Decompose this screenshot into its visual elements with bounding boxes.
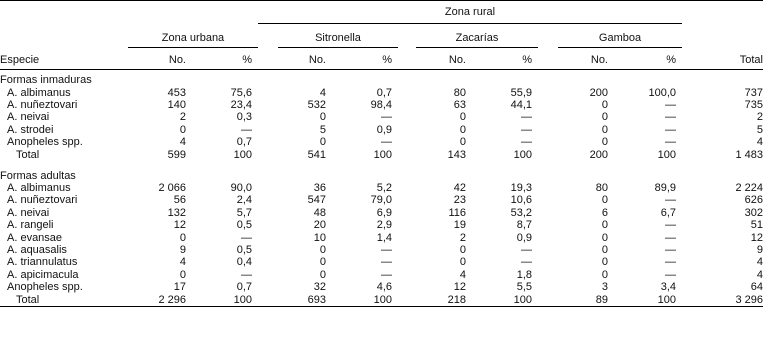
cell-si-no: 693 [278, 294, 326, 307]
cell-za-no: 80 [453, 86, 466, 99]
cell-si-no: 5 [319, 123, 326, 136]
cell-total: 737 [744, 86, 763, 99]
cell-si-pct: — [381, 243, 392, 256]
cell-zu-pct: 100 [233, 148, 252, 161]
cell-si-pct: 79,0 [370, 194, 392, 207]
species-name: A. aquasalis [7, 243, 67, 256]
cell-zu-no: 0 [179, 268, 186, 281]
zona-urbana-header: Zona urbana [128, 24, 258, 48]
cell-si-no: 32 [313, 281, 326, 294]
cell-ga-pct: — [665, 194, 676, 207]
cell-total: 4 [756, 256, 763, 269]
cell-si-pct: 100 [326, 294, 398, 307]
cell-si-pct: — [381, 256, 392, 269]
cell-za-no: 143 [447, 148, 466, 161]
cell-ga-pct: — [665, 123, 676, 136]
cell-za-pct: 1,8 [516, 268, 532, 281]
cell-ga-no: 200 [589, 148, 608, 161]
species-name: A. evansae [7, 231, 63, 244]
ga-no-header: No. [558, 48, 608, 70]
table-row [0, 99, 763, 111]
cell-za-no: 12 [453, 281, 466, 294]
table-row [0, 281, 763, 293]
cell-si-no: 0 [319, 111, 326, 124]
table-row [0, 87, 763, 99]
cell-si-pct: 4,6 [376, 281, 392, 294]
ga-pct-header: % [608, 48, 682, 70]
cell-total: 12 [750, 231, 763, 244]
cell-total: 64 [750, 281, 763, 294]
table-row [0, 219, 763, 231]
species-name: A. triannulatus [7, 256, 78, 269]
cell-zu-pct: 0,4 [236, 256, 252, 269]
gamboa-header: Gamboa [558, 24, 682, 48]
cell-total: 1 483 [735, 148, 763, 161]
cell-za-no: 0 [459, 136, 466, 149]
cell-ga-no: 89 [558, 294, 608, 307]
cell-si-no: 0 [319, 243, 326, 256]
cell-za-no: 116 [448, 206, 466, 219]
cell-zu-pct: 0,5 [236, 243, 252, 256]
species-name: A. neivai [7, 206, 50, 219]
cell-si-no: 0 [319, 268, 326, 281]
cell-ga-pct: — [665, 243, 676, 256]
cell-zu-pct: 5,7 [236, 206, 252, 219]
cell-za-pct: 5,5 [516, 281, 532, 294]
cell-total: 51 [750, 219, 763, 232]
cell-za-no: 63 [453, 98, 466, 111]
species-name: A. nuñeztovari [7, 98, 78, 111]
cell-zu-pct: 100 [186, 294, 258, 307]
cell-zu-pct: 0,7 [236, 136, 252, 149]
table-row [0, 269, 763, 281]
header-row-3 [0, 48, 763, 70]
cell-ga-no: 3 [601, 281, 608, 294]
cell-za-no: 0 [459, 111, 466, 124]
cell-ga-no: 0 [601, 256, 608, 269]
species-name: A. rangeli [7, 219, 54, 232]
cell-ga-pct: — [665, 98, 676, 111]
header-row-1 [0, 1, 763, 24]
species-name: A. albimanus [7, 181, 71, 194]
cell-zu-no: 2 066 [158, 181, 186, 194]
section-title: Formas inmaduras [0, 74, 92, 87]
cell-zu-pct: 23,4 [230, 98, 252, 111]
cell-total: 626 [744, 194, 763, 207]
species-name: A. nuñeztovari [7, 194, 78, 207]
cell-za-no: 218 [416, 294, 466, 307]
cell-zu-no: 132 [167, 206, 186, 219]
cell-za-no: 0 [459, 243, 466, 256]
cell-za-no: 19 [453, 219, 466, 232]
cell-si-pct: 5,2 [376, 181, 392, 194]
cell-zu-no: 9 [179, 243, 186, 256]
cell-za-pct: 8,7 [516, 219, 532, 232]
cell-si-no: 20 [313, 219, 326, 232]
cell-si-no: 10 [313, 231, 326, 244]
total-label: Total [0, 294, 128, 307]
cell-ga-no: 0 [601, 98, 608, 111]
cell-zu-no: 2 296 [128, 294, 186, 307]
cell-za-pct: 55,9 [510, 86, 532, 99]
table-row [0, 194, 763, 206]
cell-ga-pct: 89,9 [654, 181, 676, 194]
cell-si-no: 36 [313, 181, 326, 194]
cell-si-pct: 100 [373, 148, 392, 161]
cell-zu-no: 4 [179, 256, 186, 269]
cell-zu-no: 140 [167, 98, 186, 111]
cell-ga-pct: 100,0 [648, 86, 676, 99]
total-row [0, 149, 763, 161]
cell-za-pct: 10,6 [510, 194, 532, 207]
cell-total: 9 [756, 243, 763, 256]
cell-za-pct: 100 [513, 148, 532, 161]
cell-si-no: 547 [307, 194, 326, 207]
species-name: A. albimanus [7, 86, 71, 99]
cell-ga-no: 0 [601, 136, 608, 149]
cell-zu-no: 2 [179, 111, 186, 124]
cell-total: 2 224 [735, 181, 763, 194]
cell-zu-pct: 0,3 [236, 111, 252, 124]
cell-ga-pct: 100 [608, 294, 682, 307]
cell-si-pct: 1,4 [376, 231, 392, 244]
zona-rural-header: Zona rural [258, 1, 682, 24]
cell-ga-pct: — [665, 136, 676, 149]
cell-za-no: 2 [459, 231, 466, 244]
total-label: Total [16, 148, 40, 161]
total-row [0, 294, 763, 307]
cell-zu-no: 17 [173, 281, 186, 294]
cell-zu-no: 0 [179, 123, 186, 136]
cell-total: 302 [744, 206, 763, 219]
cell-za-pct: — [521, 123, 532, 136]
cell-ga-no: 200 [589, 86, 608, 99]
cell-ga-no: 0 [601, 123, 608, 136]
cell-zu-pct: — [241, 123, 252, 136]
cell-si-pct: — [381, 111, 392, 124]
si-no-header: No. [278, 48, 326, 70]
cell-zu-no: 12 [173, 219, 186, 232]
cell-zu-no: 4 [179, 136, 186, 149]
table-row [0, 182, 763, 194]
cell-total: 5 [756, 123, 763, 136]
total-header: Total [682, 48, 763, 70]
cell-zu-pct: 75,6 [230, 86, 252, 99]
cell-ga-pct: 100 [657, 148, 676, 161]
cell-za-no: 4 [459, 268, 466, 281]
cell-si-pct: 98,4 [370, 98, 392, 111]
cell-ga-pct: — [665, 219, 676, 232]
table-row [0, 124, 763, 136]
section-title: Formas adultas [0, 169, 76, 182]
especie-header: Especie [0, 48, 128, 70]
cell-si-no: 0 [319, 136, 326, 149]
cell-za-pct: — [521, 111, 532, 124]
cell-ga-pct: — [665, 268, 676, 281]
cell-zu-pct: 0,7 [236, 281, 252, 294]
cell-total: 4 [756, 268, 763, 281]
sitronella-header: Sitronella [278, 24, 398, 48]
section-title-row [0, 161, 763, 182]
cell-za-no: 42 [453, 181, 466, 194]
cell-za-pct: 44,1 [510, 98, 532, 111]
table-row [0, 232, 763, 244]
table-row [0, 207, 763, 219]
cell-zu-no: 453 [167, 86, 186, 99]
cell-za-pct: 0,9 [516, 231, 532, 244]
cell-za-no: 23 [453, 194, 466, 207]
cell-ga-pct: — [665, 231, 676, 244]
species-name: A. strodei [7, 123, 54, 136]
zu-no-header: No. [128, 48, 186, 70]
table-row [0, 136, 763, 148]
zu-pct-header: % [186, 48, 258, 70]
cell-za-pct: 19,3 [510, 181, 532, 194]
species-name: A. apicimacula [7, 268, 79, 281]
cell-si-no: 532 [307, 98, 326, 111]
cell-total: 4 [756, 136, 763, 149]
species-name: Anopheles spp. [7, 136, 83, 149]
cell-zu-pct: 0,5 [236, 219, 252, 232]
table-row [0, 244, 763, 256]
table-row [0, 256, 763, 268]
cell-si-pct: — [381, 268, 392, 281]
cell-za-pct: — [521, 243, 532, 256]
cell-ga-no: 6 [601, 206, 608, 219]
cell-zu-pct: 2,4 [236, 194, 252, 207]
cell-zu-no: 56 [173, 194, 186, 207]
cell-ga-pct: 6,7 [660, 206, 676, 219]
za-no-header: No. [416, 48, 466, 70]
cell-za-pct: — [521, 256, 532, 269]
cell-ga-no: 0 [601, 219, 608, 232]
cell-si-pct: 6,9 [376, 206, 392, 219]
zacarias-header: Zacarías [416, 24, 538, 48]
cell-zu-pct: — [241, 231, 252, 244]
cell-si-pct: 0,7 [376, 86, 392, 99]
species-name: Anopheles spp. [7, 281, 83, 294]
cell-ga-pct: 3,4 [660, 281, 676, 294]
cell-si-no: 48 [313, 206, 326, 219]
cell-total: 3 296 [682, 294, 763, 307]
cell-si-no: 4 [319, 86, 326, 99]
cell-ga-pct: — [665, 111, 676, 124]
cell-za-pct: 53,2 [510, 206, 532, 219]
cell-si-no: 0 [319, 256, 326, 269]
cell-ga-no: 0 [601, 243, 608, 256]
cell-zu-pct: — [241, 268, 252, 281]
cell-si-pct: — [381, 136, 392, 149]
cell-ga-no: 0 [601, 268, 608, 281]
cell-ga-no: 0 [601, 111, 608, 124]
section-title-row [0, 70, 763, 87]
cell-ga-no: 0 [601, 194, 608, 207]
cell-zu-no: 0 [179, 231, 186, 244]
cell-za-no: 0 [459, 123, 466, 136]
cell-si-no: 541 [307, 148, 326, 161]
cell-za-pct: — [521, 136, 532, 149]
cell-zu-no: 599 [167, 148, 186, 161]
si-pct-header: % [326, 48, 398, 70]
cell-zu-pct: 90,0 [230, 181, 252, 194]
cell-za-no: 0 [459, 256, 466, 269]
table-row [0, 111, 763, 123]
cell-za-pct: 100 [466, 294, 538, 307]
cell-ga-no: 80 [595, 181, 608, 194]
cell-total: 735 [744, 98, 763, 111]
cell-total: 2 [756, 111, 763, 124]
cell-si-pct: 0,9 [376, 123, 392, 136]
header-row-2 [0, 24, 763, 48]
cell-ga-pct: — [665, 256, 676, 269]
cell-ga-no: 0 [601, 231, 608, 244]
cell-si-pct: 2,9 [376, 219, 392, 232]
species-name: A. neivai [7, 111, 50, 124]
za-pct-header: % [466, 48, 538, 70]
